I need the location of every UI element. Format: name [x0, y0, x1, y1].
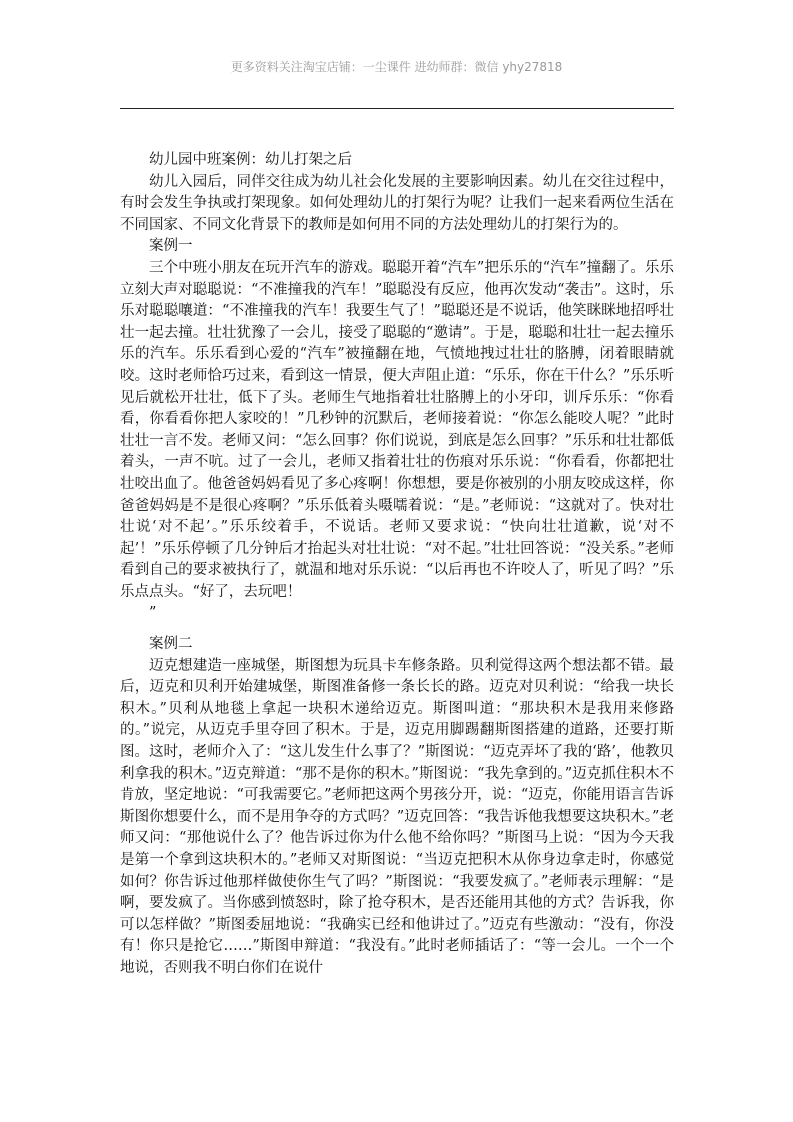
document-title: 幼儿园中班案例：幼儿打架之后	[149, 152, 352, 168]
case1-closing-quote: ”	[149, 605, 157, 622]
case2-heading: 案例二	[149, 636, 193, 653]
case2-paragraph: 迈克想建造一座城堡，斯图想为玩具卡车修条路。贝利觉得这两个想法都不错。最后，迈克和贝利开始建城堡，斯图准备修一条长长的路。迈克对贝利说：“给我一块长积木。”贝利从地毯上拿起一块积木递给迈克。斯图叫道：“那块积木是我用来修路的。”说完，从迈克手里夺回了积木。于是，迈克用脚踢翻斯图搭建的道路，还要打斯图。这时，老师介入了：“这儿发生什么事了？”斯图说：“迈克弄坏了我的‘路’，他教贝利拿我的积木。”迈克辩道：“那不是你的积木。”斯图说：“我先拿到的。”迈克抓住积木不肯放，坚定地说：“可我需要它。”老师把这两个男孩分开，说：“迈克，你能用语言告诉斯图你想要什么，而不是用争夺的方式吗？”迈克回答：“我告诉他我想要这块积木。”老师又问：“那他说什么了？他告诉过你为什么他不给你吗？”斯图马上说：“因为今天我是第一个拿到这块积木的。”老师又对斯图说：“当迈克把积木从你身边拿走时，你感觉如何？你告诉过他那样做使你生气了吗？”斯图说：“我要发疯了。”老师表示理解：“是啊，要发疯了。当你感到愤怒时，除了抢夺积木，是否还能用其他的方式？告诉我，你可以怎样做？”斯图委屈地说：“我确实已经和他讲过了。”迈克有些激动：“没有，你没有！你只是抢它……”斯图申辩道：“我没有。”此时老师插话了：“等一会儿。一个一个地说，否则我不明白你们在说什	[120, 657, 674, 976]
case1-heading: 案例一	[149, 238, 193, 255]
intro-paragraph: 幼儿入园后，同伴交往成为幼儿社会化发展的主要影响因素。幼儿在交往过程中，有时会发生争执或打架现象。如何处理幼儿的打架行为呢？让我们一起来看两位生活在不同国家、不同文化背景下的教师是如何用不同的方法处理幼儿的打架行为的。	[120, 173, 674, 233]
case1-paragraph: 三个中班小朋友在玩开汽车的游戏。聪聪开着“汽车”把乐乐的“汽车”撞翻了。乐乐立刻大声对聪聪说：“不准撞我的汽车！”聪聪没有反应，他再次发动“袭击”。这时，乐乐对聪聪嚷道：“不准撞我的汽车！我要生气了！”聪聪还是不说话，他笑眯眯地招呼壮壮一起去撞。壮壮犹豫了一会儿，接受了聪聪的“邀请”。于是，聪聪和壮壮一起去撞乐乐的汽车。乐乐看到心爱的“汽车”被撞翻在地，气愤地拽过壮壮的胳膊，闭着眼睛就咬。这时老师恰巧过来，看到这一情景，便大声阻止道：“乐乐，你在干什么？”乐乐听见后就松开壮壮，低下了头。老师生气地指着壮壮胳膊上的小牙印，训斥乐乐：“你看看，你看看你把人家咬的！”几秒钟的沉默后，老师接着说：“你怎么能咬人呢？”此时壮壮一言不发。老师又问：“怎么回事？你们说说，到底是怎么回事？”乐乐和壮壮都低着头，一声不吭。过了一会儿，老师又指着壮壮的伤痕对乐乐说：“你看看，你都把壮壮咬出血了。他爸爸妈妈看见了多心疼啊！你想想，要是你被别的小朋友咬成这样，你爸爸妈妈是不是很心疼啊？”乐乐低着头嗫嚅着说：“是。”老师说：“这就对了。快对壮壮说‘对不起’。”乐乐绞着手，不说话。老师又要求说：“快向壮壮道歉，说‘对不起’！”乐乐停顿了几分钟后才抬起头对壮壮说：“对不起。”壮壮回答说：“没关系。”老师看到自己的要求被执行了，就温和地对乐乐说：“以后再也不许咬人了，听见了吗？”乐乐点点头。“好了，去玩吧！	[120, 259, 674, 600]
page-header: 更多资料关注淘宝店铺：一尘课件 进幼师群：微信 yhy27818	[230, 60, 563, 74]
section-gap	[120, 625, 674, 634]
document-body	[120, 150, 674, 980]
header-divider	[120, 108, 674, 109]
